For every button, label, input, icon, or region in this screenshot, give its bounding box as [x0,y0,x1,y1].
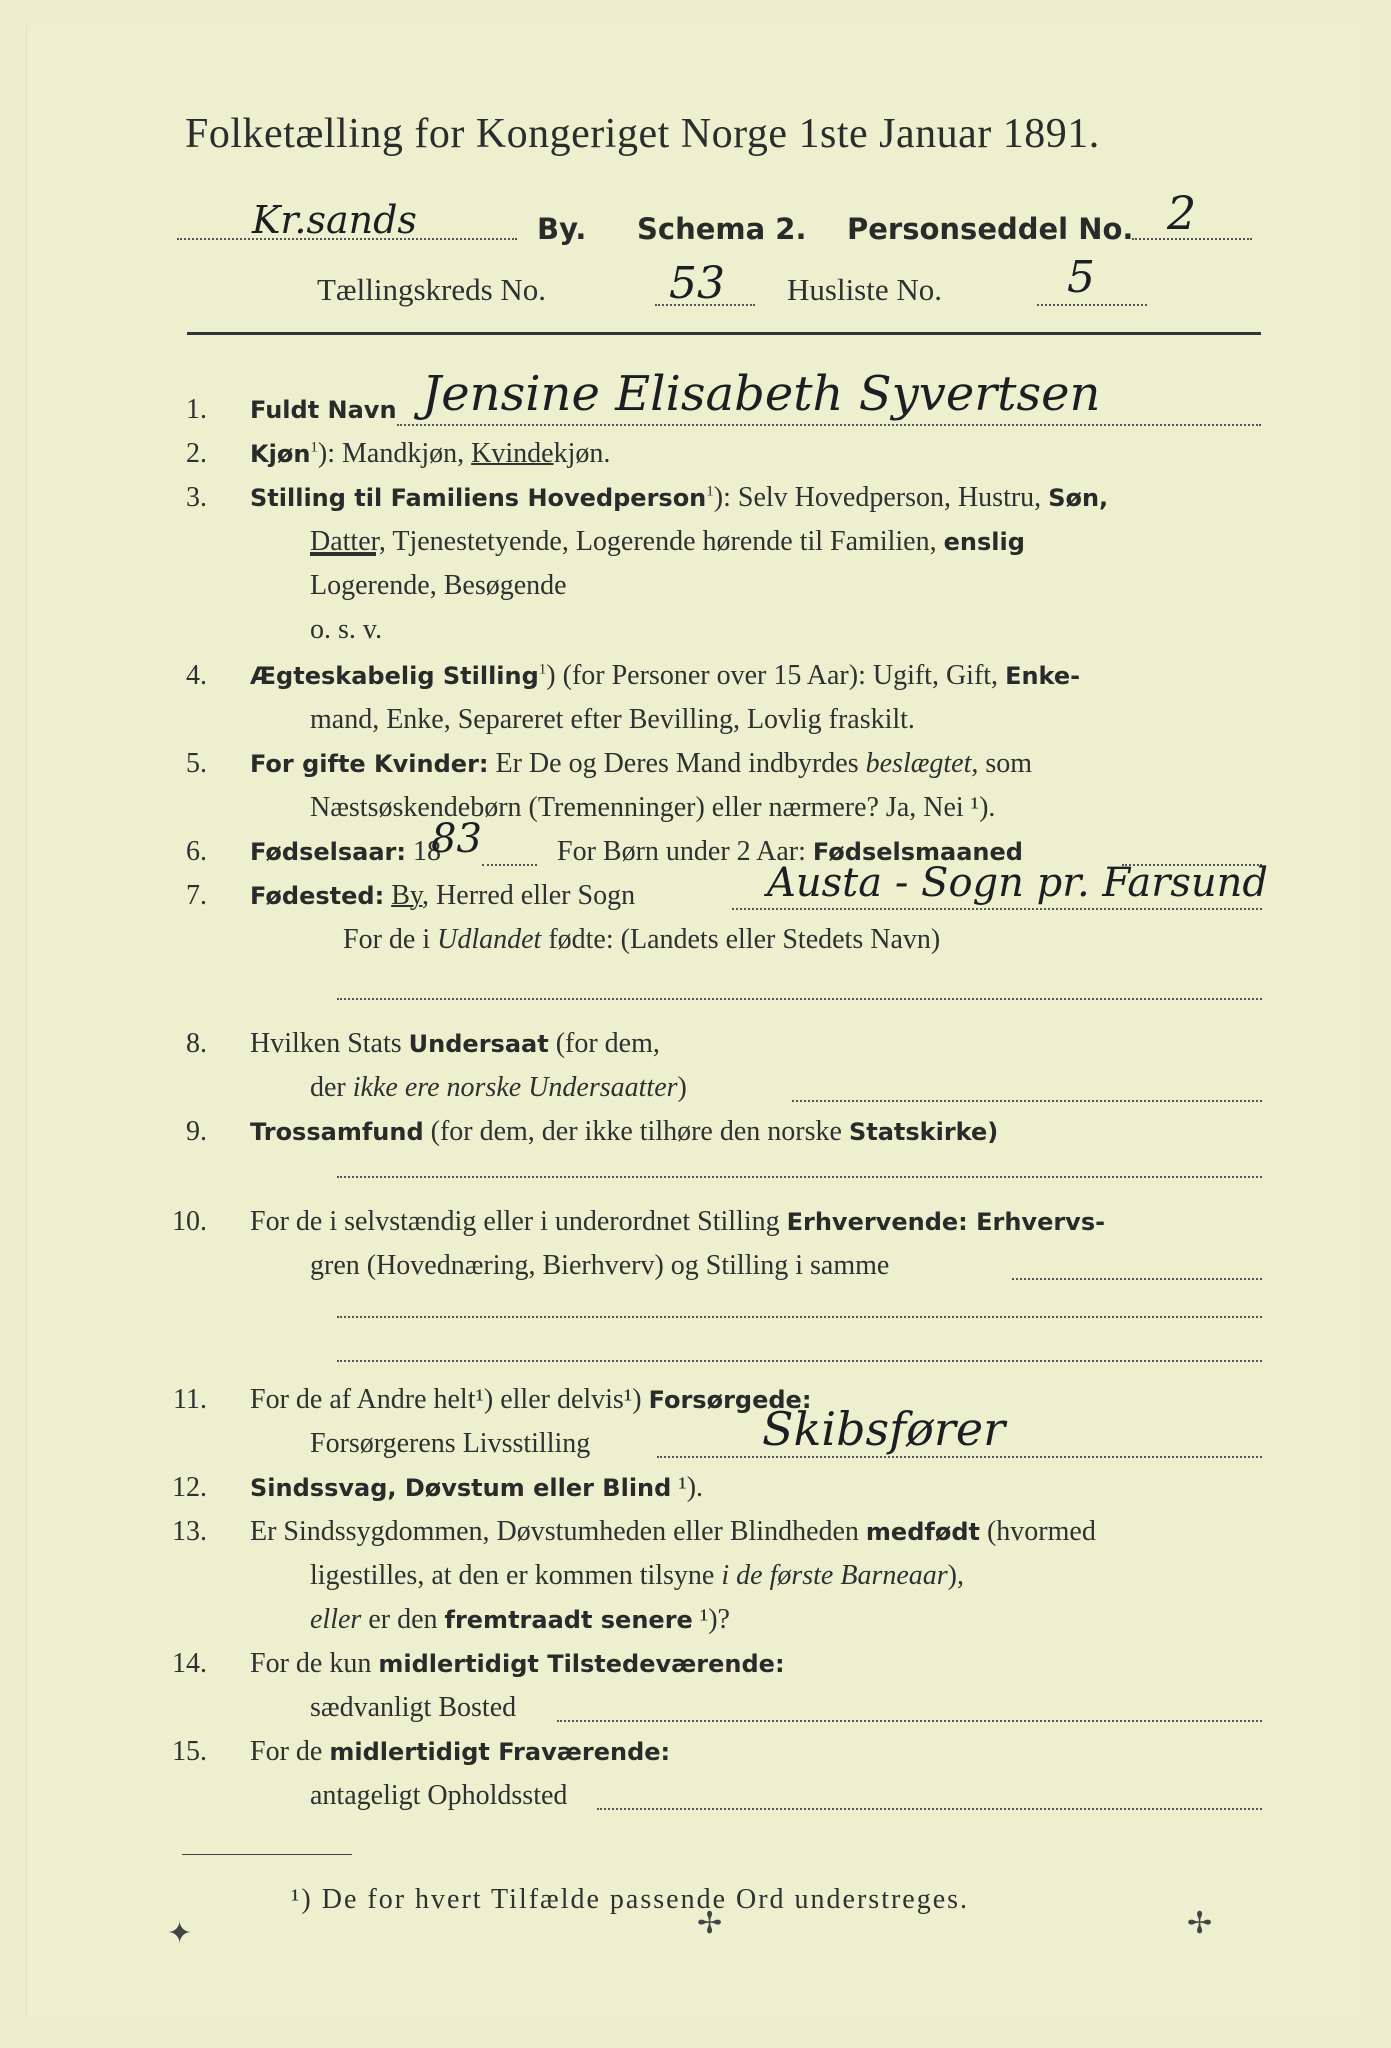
mark-icon: ✢ [1187,1907,1213,1940]
congenital-line3-suffix: ¹)? [692,1604,730,1635]
footnote-mark: 1 [310,439,318,456]
marital-options: ) (for Personer over 15 Aar): Ugift, Gift, [546,660,1006,691]
mark-icon: ✢ [697,1907,723,1940]
kreds-number: 53 [669,258,725,309]
supported-line1 [250,1384,811,1416]
supporter-occupation-label: Forsørgerens Livsstilling [310,1428,591,1459]
header-rule [187,332,1261,335]
husliste-number: 5 [1067,252,1095,303]
disability-label: Sindssvag, Døvstum eller Blind [250,1474,672,1502]
item-number: 13. [172,1516,207,1547]
family-position-options: ): Selv Hovedperson, Hustru, [713,482,1049,513]
kreds-field-line [655,304,755,306]
congenital-line3-emph: eller [310,1604,362,1635]
supported-label: Forsørgede: [648,1386,812,1414]
sex-selected: Kvinde [471,438,554,469]
married-women-line2: Næstsøskendebørn (Tremenninger) eller nærmere? Ja, Nei ¹). [310,792,996,823]
temporary-absent-label: midlertidigt Fraværende: [329,1738,671,1766]
subject-prefix: Hvilken Stats [250,1028,409,1059]
birthplace-selected: By, [391,880,430,911]
item-number: 10. [172,1206,207,1237]
option-enke: Enke- [1005,662,1081,690]
abroad-dots [337,998,1262,1000]
item-number: 12. [172,1472,207,1503]
congenital-line2-emph: i de første Barneaar [721,1560,948,1591]
family-position-label: Stilling til Familiens Hovedperson [250,484,707,512]
item-number: 2. [186,438,207,469]
married-women-line1 [250,748,1032,780]
schema-label: Schema 2. [637,212,807,246]
religion-dots [337,1176,1262,1178]
subject-line2-prefix: der [310,1072,353,1103]
supporter-occupation-answer: Skibsfører [762,1402,1006,1456]
subject-line2-emph: ikke ere norske Undersaatter [352,1072,678,1103]
marital-line1: Ægteskabelig Stilling$^1$) (for Personer over 15 Aar): Ugift, Gift, Enke- [250,660,1081,691]
marital-label: Ægteskabelig Stilling [250,662,539,690]
family-position-line2 [310,526,1025,558]
item-number: 7. [186,880,207,911]
congenital-line3-text: er den [361,1604,445,1635]
usual-residence-label: sædvanligt Bosted [310,1692,517,1723]
item-number: 6. [186,836,207,867]
item-number: 4. [186,660,207,691]
congenital-text: Er Sindssygdommen, Døvstumheden eller Blindheden [250,1516,866,1547]
item-number: 14. [172,1648,207,1679]
footnote-rule [182,1854,352,1855]
occupation-line2: gren (Hovednæring, Bierhverv) og Stilling i samme [310,1250,890,1281]
marital-line2: mand, Enke, Separeret efter Bevilling, Lovlig fraskilt. [310,704,915,735]
town-handwritten: Kr.sands [252,198,417,242]
husliste-field-line [1037,304,1147,306]
religion-line [250,1116,998,1148]
form-title: Folketælling for Kongeriget Norge 1ste Januar 1891. [185,111,1100,157]
family-position-line4: o. s. v. [310,614,383,645]
birth-year-label: Fødselsaar: [250,838,406,866]
husliste-label: Husliste No. [787,272,942,307]
birth-year-dots [482,864,537,866]
item-number: 1. [186,394,207,425]
footnote: ¹) De for hvert Tilfælde passende Ord understreges. [291,1884,970,1915]
family-position-selected: Datter, [310,526,386,557]
married-women-emph: beslægtet, [865,748,979,779]
birth-year-line [250,836,441,868]
kreds-label: Tællingskreds No. [317,272,547,307]
occupation-dots-3 [337,1360,1262,1362]
probable-residence-dots [597,1808,1262,1810]
full-name-answer: Jensine Elisabeth Syvertsen [422,366,1101,422]
item-number: 5. [186,748,207,779]
congenital-line2 [310,1560,964,1592]
birth-year-answer: 83 [431,816,482,862]
temporary-present-label: midlertidigt Tilstedeværende: [378,1650,785,1678]
subject-line1 [250,1028,660,1060]
married-women-question: Er De og Deres Mand indbyrdes [488,748,866,779]
subject-dots [792,1100,1262,1102]
probable-residence-label: antageligt Opholdssted [310,1780,568,1811]
by-label: By. [537,212,587,246]
temporary-absent-text: For de [250,1736,330,1767]
family-position-line3: Logerende, Besøgende [310,570,567,601]
birth-month-label: Fødselsmaaned [812,838,1023,866]
religion-text: (for dem, der ikke tilhøre den norske [423,1116,849,1147]
supporter-dots [657,1456,1262,1458]
subject-line2-suffix: ) [677,1072,687,1103]
item-number: 8. [186,1028,207,1059]
occupation-dots-2 [337,1316,1262,1318]
sex-label: Kjøn [250,440,311,468]
subject-label: Undersaat [408,1030,549,1058]
disability-suffix: ¹). [671,1472,704,1503]
option-enslig: enslig [943,528,1025,556]
subject-line2 [310,1072,687,1104]
occupation-line1 [250,1206,1105,1238]
supported-text: For de af Andre helt¹) eller delvis¹) [250,1384,649,1415]
personseddel-number: 2 [1167,186,1197,240]
occupation-text: For de i selvstændig eller i underordnet Stilling [250,1206,787,1237]
married-women-som: som [978,748,1033,779]
sex-line [250,438,610,470]
family-position-line1: Stilling til Familiens Hovedperson$^1$): Selv Hovedperson, Hustru, Søn, [250,482,1109,513]
abroad-emph: Udlandet [437,924,542,955]
congenital-label: medfødt [865,1518,980,1546]
birthplace-line [250,880,635,912]
sex-suffix: kjøn. [553,438,611,469]
item-number: 9. [186,1116,207,1147]
usual-residence-dots [557,1720,1262,1722]
birthplace-label: Fødested: [250,882,385,910]
census-form [26,26,1357,2016]
birthplace-answer: Austa - Sogn pr. Farsund [767,860,1269,906]
temporary-absent-line1 [250,1736,670,1768]
occupation-dots-1 [1012,1278,1262,1280]
birth-month-text: For Børn under 2 Aar: [557,836,813,867]
abroad-suffix: fødte: (Landets eller Stedets Navn) [541,924,941,955]
item-number: 3. [186,482,207,513]
later-onset-label: fremtraadt senere [444,1606,693,1634]
full-name-label: Fuldt Navn [250,396,397,424]
birthplace-abroad-line [343,924,940,956]
temporary-present-line1 [250,1648,785,1680]
birth-year-prefix: 18 [406,836,441,867]
temporary-present-text: For de kun [250,1648,379,1679]
subject-suffix: (for dem, [548,1028,660,1059]
state-church-label: Statskirke) [848,1118,999,1146]
disability-line [250,1472,703,1504]
birthplace-dots [732,908,1262,910]
congenital-line3 [310,1604,730,1636]
personseddel-label: Personseddel No. [847,212,1134,246]
family-position-options-2: Tjenestetyende, Logerende hørende til Familien, [385,526,944,557]
religion-label: Trossamfund [250,1118,424,1146]
occupation-label-2: Erhvervs- [967,1208,1106,1236]
item-number: 11. [173,1384,207,1415]
congenital-suffix: (hvormed [979,1516,1096,1547]
option-son: Søn, [1048,484,1109,512]
sex-options: ): Mandkjøn, [317,438,472,469]
item-number: 15. [172,1736,207,1767]
married-women-label: For gifte Kvinder: [250,750,489,778]
full-name-line [397,424,1261,426]
congenital-line2-suffix: ), [947,1560,964,1591]
congenital-line2-text: ligestilles, at den er kommen tilsyne [310,1560,722,1591]
mark-icon: ✦ [167,1917,193,1950]
congenital-line1 [250,1516,1096,1548]
abroad-prefix: For de i [343,924,438,955]
occupation-label: Erhvervende: [786,1208,968,1236]
birthplace-options: Herred eller Sogn [429,880,636,911]
